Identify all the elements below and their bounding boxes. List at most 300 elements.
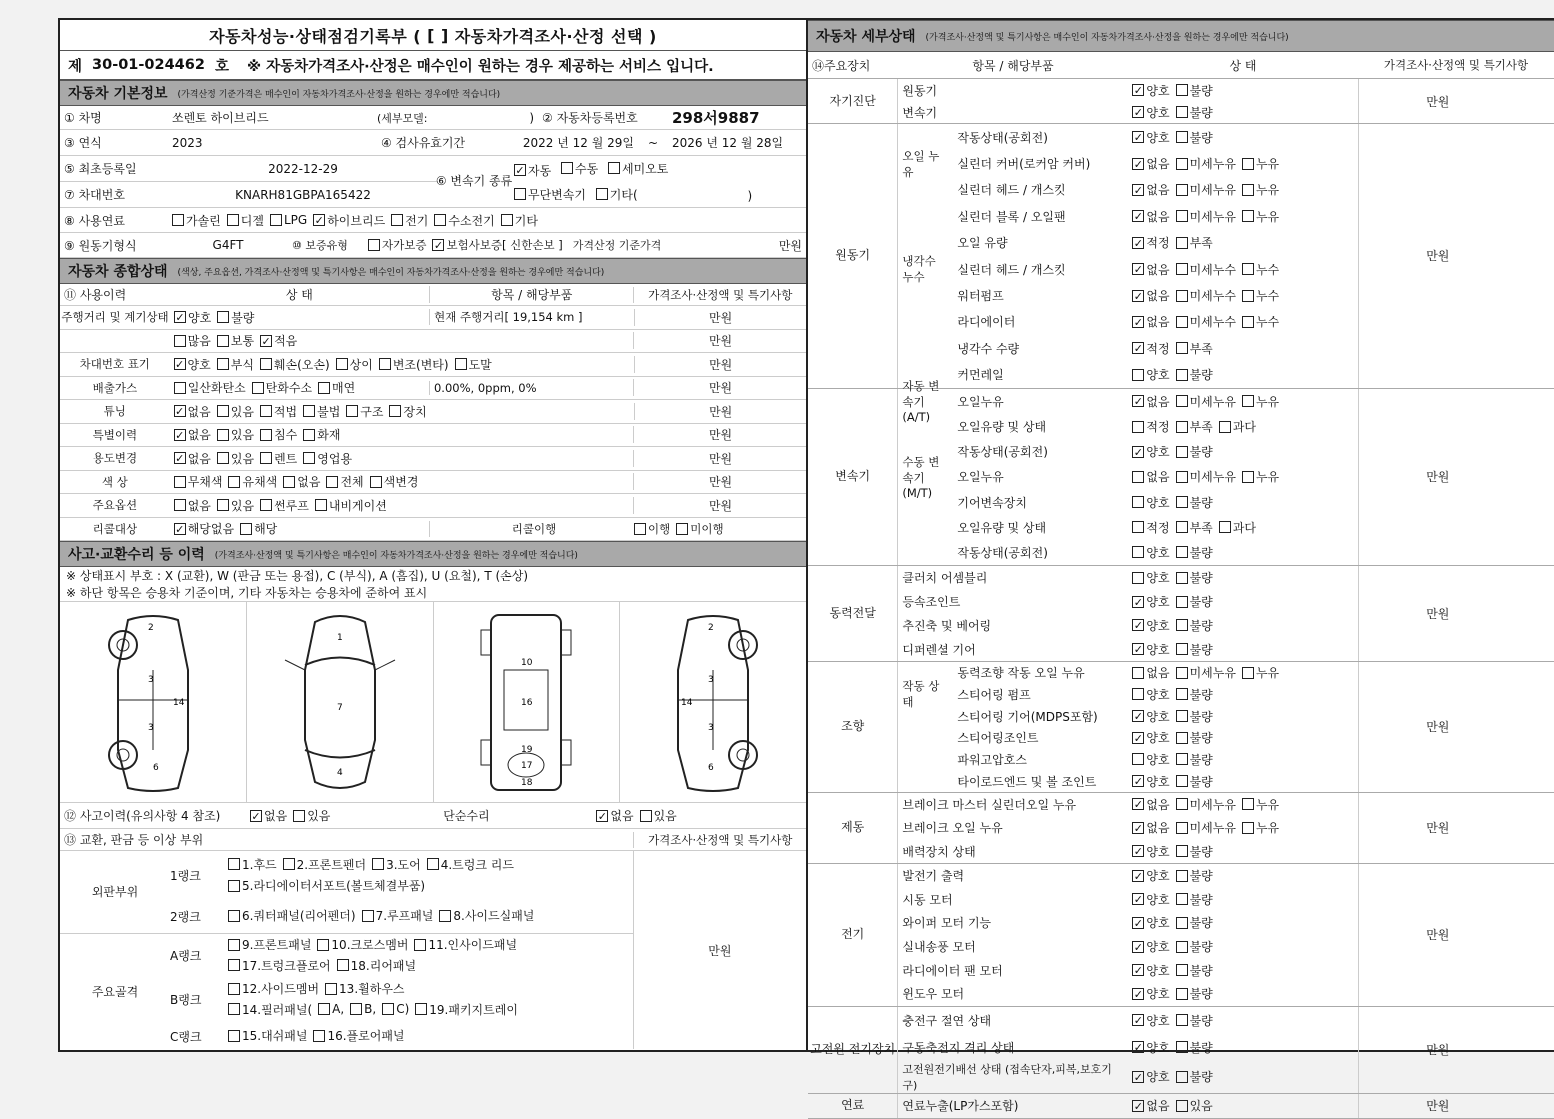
- option-checkbox[interactable]: [439, 907, 534, 924]
- option-label: 미세누유: [1189, 209, 1236, 224]
- option-checkbox[interactable]: [283, 473, 320, 490]
- detail-item: 작동상태(공회전): [957, 130, 1048, 145]
- checkbox-checked: ✓: [1133, 964, 1143, 978]
- checkbox-empty: [228, 910, 240, 922]
- option-checkbox[interactable]: [240, 520, 277, 537]
- option-checkbox[interactable]: [1176, 443, 1213, 460]
- detail-state: [1128, 751, 1358, 768]
- overall-row-state: [170, 497, 429, 514]
- parts-label: ⑬ 교환, 판금 등 이상 부위: [64, 833, 204, 847]
- option-checkbox[interactable]: [174, 379, 246, 396]
- checkbox-empty: [1176, 917, 1188, 929]
- option-label: 양호: [1146, 105, 1170, 120]
- option-checkbox[interactable]: [415, 1001, 518, 1018]
- detail-header: [808, 52, 1554, 79]
- option-checkbox[interactable]: [1176, 1039, 1213, 1056]
- overall-row-state: [170, 473, 429, 490]
- option-checkbox[interactable]: [1242, 261, 1279, 278]
- option-checkbox[interactable]: [1132, 664, 1169, 681]
- option-checkbox[interactable]: [1176, 641, 1213, 658]
- option-checkbox[interactable]: [1132, 519, 1169, 536]
- option-checkbox[interactable]: [217, 426, 254, 443]
- option-checkbox[interactable]: [1176, 985, 1213, 1002]
- option-label: 미세누수: [1189, 289, 1236, 304]
- option-checkbox[interactable]: [1132, 494, 1169, 511]
- option-label: 1.후드: [242, 857, 277, 872]
- option-label: 양호: [1146, 571, 1170, 586]
- option-checkbox[interactable]: [318, 379, 355, 396]
- detail-state: [1128, 313, 1358, 330]
- option-checkbox[interactable]: [1132, 1012, 1169, 1029]
- option-checkbox[interactable]: [1176, 261, 1236, 278]
- accident-yes-checkbox[interactable]: [293, 807, 330, 824]
- option-label: 9.프론트패널: [242, 938, 312, 952]
- checkbox-empty: [1176, 290, 1188, 302]
- checkbox-empty: [1132, 753, 1144, 765]
- detail-item: 파워고압호스: [957, 752, 1027, 767]
- option-checkbox[interactable]: [1132, 641, 1169, 658]
- detail-state: [1128, 641, 1358, 658]
- option-label: 누수: [1255, 315, 1280, 330]
- detail-row: [898, 335, 1358, 361]
- option-checkbox[interactable]: [1132, 366, 1169, 383]
- svg-text:3: 3: [147, 674, 154, 685]
- option-checkbox[interactable]: [1176, 1012, 1213, 1029]
- option-checkbox[interactable]: [1176, 891, 1213, 908]
- checkbox-empty: [368, 239, 380, 251]
- option-checkbox[interactable]: [1176, 617, 1213, 634]
- detail-row: [898, 362, 1358, 388]
- accident-band-title: 사고·교환수리 등 이력: [68, 547, 205, 563]
- option-checkbox[interactable]: [1132, 867, 1169, 884]
- option-label: 없음: [1146, 394, 1170, 409]
- trans-cvt-checkbox[interactable]: [514, 186, 586, 203]
- detail-price-won: 만원: [1426, 720, 1450, 735]
- option-checkbox[interactable]: [260, 356, 330, 373]
- option-checkbox[interactable]: [1132, 819, 1169, 836]
- svg-text:6: 6: [152, 762, 159, 773]
- option-checkbox[interactable]: [1242, 155, 1279, 172]
- option-checkbox[interactable]: [1176, 867, 1213, 884]
- option-checkbox[interactable]: [228, 907, 356, 924]
- option-label: 미세누유: [1189, 797, 1236, 812]
- checkbox-empty: [1242, 158, 1254, 170]
- checkbox-empty: [1176, 158, 1188, 170]
- checkbox-empty: [228, 858, 240, 870]
- option-checkbox[interactable]: [1132, 569, 1169, 586]
- option-label: 불량: [1189, 130, 1213, 145]
- fuel-diesel-checkbox[interactable]: [227, 212, 264, 229]
- option-label: 양호: [1146, 368, 1170, 383]
- option-checkbox[interactable]: [1176, 366, 1213, 383]
- checkbox-checked: ✓: [1133, 869, 1143, 883]
- fuel-label-0: 가솔린: [186, 213, 221, 228]
- fuel-gasoline-checkbox[interactable]: [172, 212, 221, 229]
- checkbox-empty: [313, 1030, 325, 1042]
- option-checkbox[interactable]: [174, 520, 234, 537]
- checkbox-empty: [372, 858, 384, 870]
- accident-yes-label: 있음: [307, 809, 331, 823]
- option-checkbox[interactable]: [1242, 393, 1279, 410]
- checkbox-empty: [414, 939, 426, 951]
- option-checkbox[interactable]: [1176, 129, 1213, 146]
- option-checkbox[interactable]: [1132, 1068, 1169, 1085]
- overall-row-item: 0.00%, 0ppm, 0%: [429, 381, 633, 395]
- option-checkbox[interactable]: [228, 957, 331, 974]
- option-checkbox[interactable]: [427, 856, 514, 873]
- option-checkbox[interactable]: [1176, 519, 1213, 536]
- checkbox-empty: [318, 382, 330, 394]
- checkbox-empty: [317, 939, 329, 951]
- option-checkbox[interactable]: [1132, 729, 1169, 746]
- option-checkbox[interactable]: [228, 473, 277, 490]
- checkbox-checked: ✓: [1133, 315, 1143, 329]
- option-checkbox[interactable]: [217, 309, 254, 326]
- option-checkbox[interactable]: [1132, 938, 1169, 955]
- option-checkbox[interactable]: [174, 403, 211, 420]
- option-checkbox[interactable]: [1176, 494, 1213, 511]
- option-checkbox[interactable]: [260, 450, 297, 467]
- option-checkbox[interactable]: [174, 473, 223, 490]
- overall-row-state: [170, 379, 429, 396]
- detail-row: [898, 839, 1358, 862]
- option-checkbox[interactable]: [217, 332, 254, 349]
- option-checkbox[interactable]: [350, 1002, 376, 1016]
- option-checkbox[interactable]: [1132, 155, 1169, 172]
- option-checkbox[interactable]: [1132, 261, 1169, 278]
- fuel-label-2: LPG: [283, 213, 308, 227]
- overall-row: [60, 447, 806, 471]
- checkbox-empty: [1132, 521, 1144, 533]
- option-checkbox[interactable]: [313, 1027, 404, 1044]
- warranty-label: ⑩ 보증유형: [292, 239, 348, 252]
- option-checkbox[interactable]: [174, 309, 211, 326]
- option-checkbox[interactable]: [1176, 708, 1213, 725]
- option-label: 침수: [274, 428, 298, 443]
- simple-yes-checkbox[interactable]: [640, 807, 677, 824]
- option-checkbox[interactable]: [382, 1002, 409, 1016]
- option-checkbox[interactable]: [1132, 773, 1169, 790]
- accident-none-label: 없음: [264, 809, 288, 823]
- option-checkbox[interactable]: [1242, 796, 1279, 813]
- detail-row: [898, 379, 1358, 425]
- option-checkbox[interactable]: [1132, 181, 1169, 198]
- warranty-insurer-checkbox[interactable]: [432, 237, 562, 253]
- option-label: 미세누유: [1189, 821, 1236, 836]
- checkbox-checked: ✓: [1133, 595, 1143, 609]
- option-checkbox[interactable]: [1176, 82, 1213, 99]
- option-checkbox[interactable]: [217, 356, 254, 373]
- option-checkbox[interactable]: [1176, 773, 1213, 790]
- checkbox-empty: [1176, 619, 1188, 631]
- option-checkbox[interactable]: [1242, 208, 1279, 225]
- option-checkbox[interactable]: [1132, 891, 1169, 908]
- option-checkbox[interactable]: [1176, 686, 1213, 703]
- option-checkbox[interactable]: [174, 356, 211, 373]
- checkbox-checked: ✓: [1133, 940, 1143, 954]
- fuel-other-checkbox[interactable]: [501, 212, 538, 229]
- option-checkbox[interactable]: [1132, 843, 1169, 860]
- checkbox-empty: [174, 499, 186, 511]
- option-checkbox[interactable]: [1176, 751, 1213, 768]
- option-checkbox[interactable]: [174, 426, 211, 443]
- option-checkbox[interactable]: [1132, 418, 1169, 435]
- option-checkbox[interactable]: [1132, 1039, 1169, 1056]
- option-label: 상이: [349, 357, 373, 372]
- option-checkbox[interactable]: [174, 497, 211, 514]
- option-checkbox[interactable]: [1219, 519, 1256, 536]
- option-checkbox[interactable]: [1176, 393, 1236, 410]
- option-checkbox[interactable]: [1242, 819, 1279, 836]
- overall-row-state: [170, 520, 429, 537]
- detail-state: [1128, 985, 1358, 1002]
- option-checkbox[interactable]: [174, 450, 211, 467]
- option-checkbox[interactable]: [1132, 313, 1169, 330]
- checkbox-empty: [501, 214, 513, 226]
- option-label: 16.플로어패널: [327, 1029, 405, 1044]
- option-checkbox[interactable]: [1176, 104, 1213, 121]
- svg-text:3: 3: [708, 674, 714, 685]
- detail-group-name: 원동기: [808, 124, 898, 388]
- overall-row: [60, 424, 806, 448]
- detail-row: [898, 662, 1358, 684]
- option-checkbox[interactable]: [362, 907, 434, 924]
- car-right-icon: [653, 610, 773, 795]
- rankA-line1: [228, 936, 523, 954]
- trans-semi-checkbox[interactable]: [608, 160, 668, 177]
- option-label: 부식: [230, 357, 254, 372]
- option-checkbox[interactable]: [260, 426, 297, 443]
- option-checkbox[interactable]: [1176, 664, 1236, 681]
- option-checkbox[interactable]: [1132, 287, 1169, 304]
- option-checkbox[interactable]: [336, 356, 373, 373]
- option-checkbox[interactable]: [1132, 340, 1169, 357]
- option-label: 적정: [1146, 520, 1170, 535]
- option-checkbox[interactable]: [1132, 104, 1169, 121]
- option-label: 11.인사이드패널: [428, 938, 518, 952]
- option-checkbox[interactable]: [252, 379, 312, 396]
- detail-band-title: 자동차 세부상태: [816, 29, 916, 45]
- checkbox-empty: [1176, 84, 1188, 96]
- option-checkbox[interactable]: [1176, 1097, 1213, 1114]
- detail-item: 동력조향 작동 오일 누유: [957, 666, 1085, 681]
- option-checkbox[interactable]: [217, 450, 254, 467]
- option-checkbox[interactable]: [1176, 569, 1213, 586]
- option-checkbox[interactable]: [1176, 819, 1236, 836]
- detail-row: [898, 79, 1358, 101]
- option-checkbox[interactable]: [1176, 962, 1213, 979]
- option-label: 양호: [1146, 869, 1170, 884]
- parts-left: [60, 851, 633, 1049]
- detail-row: [898, 770, 1358, 792]
- option-checkbox[interactable]: [1132, 686, 1169, 703]
- option-checkbox[interactable]: [1219, 418, 1256, 435]
- option-checkbox[interactable]: [1132, 985, 1169, 1002]
- basic-info-band: [60, 80, 806, 106]
- option-checkbox[interactable]: [1132, 617, 1169, 634]
- overall-row-state: [170, 309, 429, 326]
- warranty-self-checkbox[interactable]: [368, 237, 426, 253]
- option-checkbox[interactable]: [372, 856, 421, 873]
- option-checkbox[interactable]: [1132, 1097, 1169, 1114]
- checkbox-checked: ✓: [1133, 289, 1143, 303]
- option-label: 없음: [1146, 209, 1170, 224]
- option-checkbox[interactable]: [379, 356, 449, 373]
- option-checkbox[interactable]: [1176, 1068, 1213, 1085]
- option-checkbox[interactable]: [1132, 914, 1169, 931]
- option-checkbox[interactable]: [303, 450, 352, 467]
- checkbox-empty: [1242, 210, 1254, 222]
- detail-state: [1128, 1097, 1358, 1114]
- option-checkbox[interactable]: [676, 521, 723, 537]
- option-checkbox[interactable]: [1132, 708, 1169, 725]
- option-checkbox[interactable]: [1176, 287, 1236, 304]
- option-label: 양호: [1146, 83, 1170, 98]
- checkbox-checked: ✓: [433, 239, 444, 252]
- detail-row: [898, 749, 1358, 771]
- option-checkbox[interactable]: [1132, 208, 1169, 225]
- option-checkbox[interactable]: [634, 521, 670, 537]
- fuel-hybrid-checkbox[interactable]: [313, 212, 385, 229]
- option-checkbox[interactable]: [303, 403, 340, 420]
- option-checkbox[interactable]: [315, 497, 387, 514]
- option-checkbox[interactable]: [174, 332, 211, 349]
- option-label: 해당없음: [187, 522, 235, 537]
- detail-group-name: 연료: [808, 1094, 898, 1118]
- option-checkbox[interactable]: [228, 936, 311, 953]
- option-checkbox[interactable]: [217, 403, 254, 420]
- fuel-hydrogen-checkbox[interactable]: [434, 212, 494, 229]
- detail-state: [1128, 519, 1358, 536]
- option-checkbox[interactable]: [455, 356, 492, 373]
- option-checkbox[interactable]: [303, 426, 340, 443]
- option-checkbox[interactable]: [1132, 593, 1169, 610]
- option-checkbox[interactable]: [317, 936, 408, 953]
- option-checkbox[interactable]: [1242, 181, 1279, 198]
- reg-value: 298서9887: [672, 109, 760, 127]
- option-checkbox[interactable]: [1132, 751, 1169, 768]
- option-checkbox[interactable]: [1242, 287, 1279, 304]
- option-checkbox[interactable]: [1132, 443, 1169, 460]
- option-label: 12.사이드멤버: [242, 982, 320, 996]
- option-checkbox[interactable]: [337, 957, 416, 974]
- option-checkbox[interactable]: [1242, 664, 1279, 681]
- option-checkbox[interactable]: [217, 497, 254, 514]
- option-checkbox[interactable]: [260, 332, 297, 349]
- option-checkbox[interactable]: [228, 980, 319, 997]
- rank2-label: 2랭크: [170, 909, 201, 924]
- option-checkbox[interactable]: [1132, 129, 1169, 146]
- detail-item: 커먼레일: [957, 368, 1004, 383]
- detail-item: 실내송풍 모터: [902, 940, 976, 955]
- option-checkbox[interactable]: [260, 497, 309, 514]
- option-label: 과다: [1232, 420, 1256, 435]
- option-checkbox[interactable]: [1132, 796, 1169, 813]
- option-checkbox[interactable]: [1176, 208, 1236, 225]
- option-checkbox[interactable]: [1176, 418, 1213, 435]
- option-checkbox[interactable]: [1176, 234, 1213, 251]
- option-checkbox[interactable]: [414, 936, 517, 953]
- simple-none-checkbox[interactable]: [596, 807, 633, 824]
- option-label: 없음: [187, 498, 211, 513]
- option-checkbox[interactable]: [228, 877, 425, 894]
- option-checkbox[interactable]: [1242, 313, 1279, 330]
- first-reg-label: ⑤ 최초등록일: [64, 162, 137, 176]
- detail-price: [1358, 566, 1554, 661]
- option-label: 불량: [231, 310, 255, 325]
- option-checkbox[interactable]: [318, 1002, 344, 1016]
- fuel-electric-checkbox[interactable]: [391, 212, 428, 229]
- detail-state: [1128, 129, 1358, 146]
- option-checkbox[interactable]: [1176, 340, 1213, 357]
- trans-other-checkbox[interactable]: [596, 186, 638, 203]
- detail-item: 고전원전기배선 상태 (접속단자,피복,보호기구): [902, 1062, 1112, 1092]
- option-label: 5.라디에이터서포트(볼트체결부품): [242, 879, 426, 893]
- option-checkbox[interactable]: [1132, 393, 1169, 410]
- option-checkbox[interactable]: [1176, 938, 1213, 955]
- checkbox-empty: [1176, 342, 1188, 354]
- fuel-lpg-checkbox[interactable]: [270, 213, 307, 227]
- option-checkbox[interactable]: [389, 403, 426, 420]
- option-checkbox[interactable]: [1242, 468, 1279, 485]
- option-checkbox[interactable]: [1176, 313, 1236, 330]
- option-checkbox[interactable]: [346, 403, 383, 420]
- trans-auto-checkbox[interactable]: [514, 162, 551, 179]
- reg-label: ② 자동차등록번호: [542, 111, 638, 125]
- option-checkbox[interactable]: [1132, 544, 1169, 561]
- option-checkbox[interactable]: [1176, 181, 1236, 198]
- overall-row-label: 리콜대상: [92, 521, 138, 536]
- option-checkbox[interactable]: [1176, 593, 1213, 610]
- title-bracket: [ ]: [427, 25, 449, 45]
- option-checkbox[interactable]: [1176, 796, 1236, 813]
- trans-manual-checkbox[interactable]: [561, 160, 598, 177]
- parts-price-col: 가격조사·산정액 및 특기사항: [633, 832, 806, 848]
- option-checkbox[interactable]: [228, 1027, 307, 1044]
- option-label: 없음: [1146, 797, 1170, 812]
- option-checkbox[interactable]: [228, 1001, 312, 1018]
- option-checkbox[interactable]: [1176, 155, 1236, 172]
- option-checkbox[interactable]: [283, 856, 366, 873]
- option-checkbox[interactable]: [1176, 843, 1213, 860]
- option-checkbox[interactable]: [228, 856, 277, 873]
- checkbox-empty: [1176, 1014, 1188, 1026]
- option-checkbox[interactable]: [1176, 914, 1213, 931]
- option-checkbox[interactable]: [326, 473, 363, 490]
- option-checkbox[interactable]: [325, 980, 404, 997]
- option-checkbox[interactable]: [1176, 544, 1213, 561]
- accident-none-checkbox[interactable]: [250, 807, 287, 824]
- option-checkbox[interactable]: [1132, 468, 1169, 485]
- detail-item: 실린더 커버(로커암 커버): [957, 157, 1091, 172]
- option-checkbox[interactable]: [1132, 234, 1169, 251]
- fuel-label-5: 수소전기: [448, 213, 495, 228]
- detail-row: [898, 793, 1358, 816]
- option-checkbox[interactable]: [260, 403, 297, 420]
- checkbox-empty: [676, 523, 688, 535]
- option-checkbox[interactable]: [1132, 962, 1169, 979]
- option-checkbox[interactable]: [1176, 729, 1213, 746]
- option-checkbox[interactable]: [1176, 468, 1236, 485]
- option-checkbox[interactable]: [370, 473, 419, 490]
- overall-row-won: 만원: [633, 426, 736, 443]
- option-checkbox[interactable]: [1132, 82, 1169, 99]
- accident-band-note: (가격조사·산정액 및 특기사항은 매수인이 자동차가격조사·산정을 원하는 경우에만 적습니다): [214, 550, 578, 561]
- detail-item: 워터펌프: [957, 289, 1004, 304]
- frame-panels: [60, 934, 633, 1050]
- detail-price-won: 만원: [1426, 1099, 1450, 1114]
- option-label: 있음: [230, 498, 255, 513]
